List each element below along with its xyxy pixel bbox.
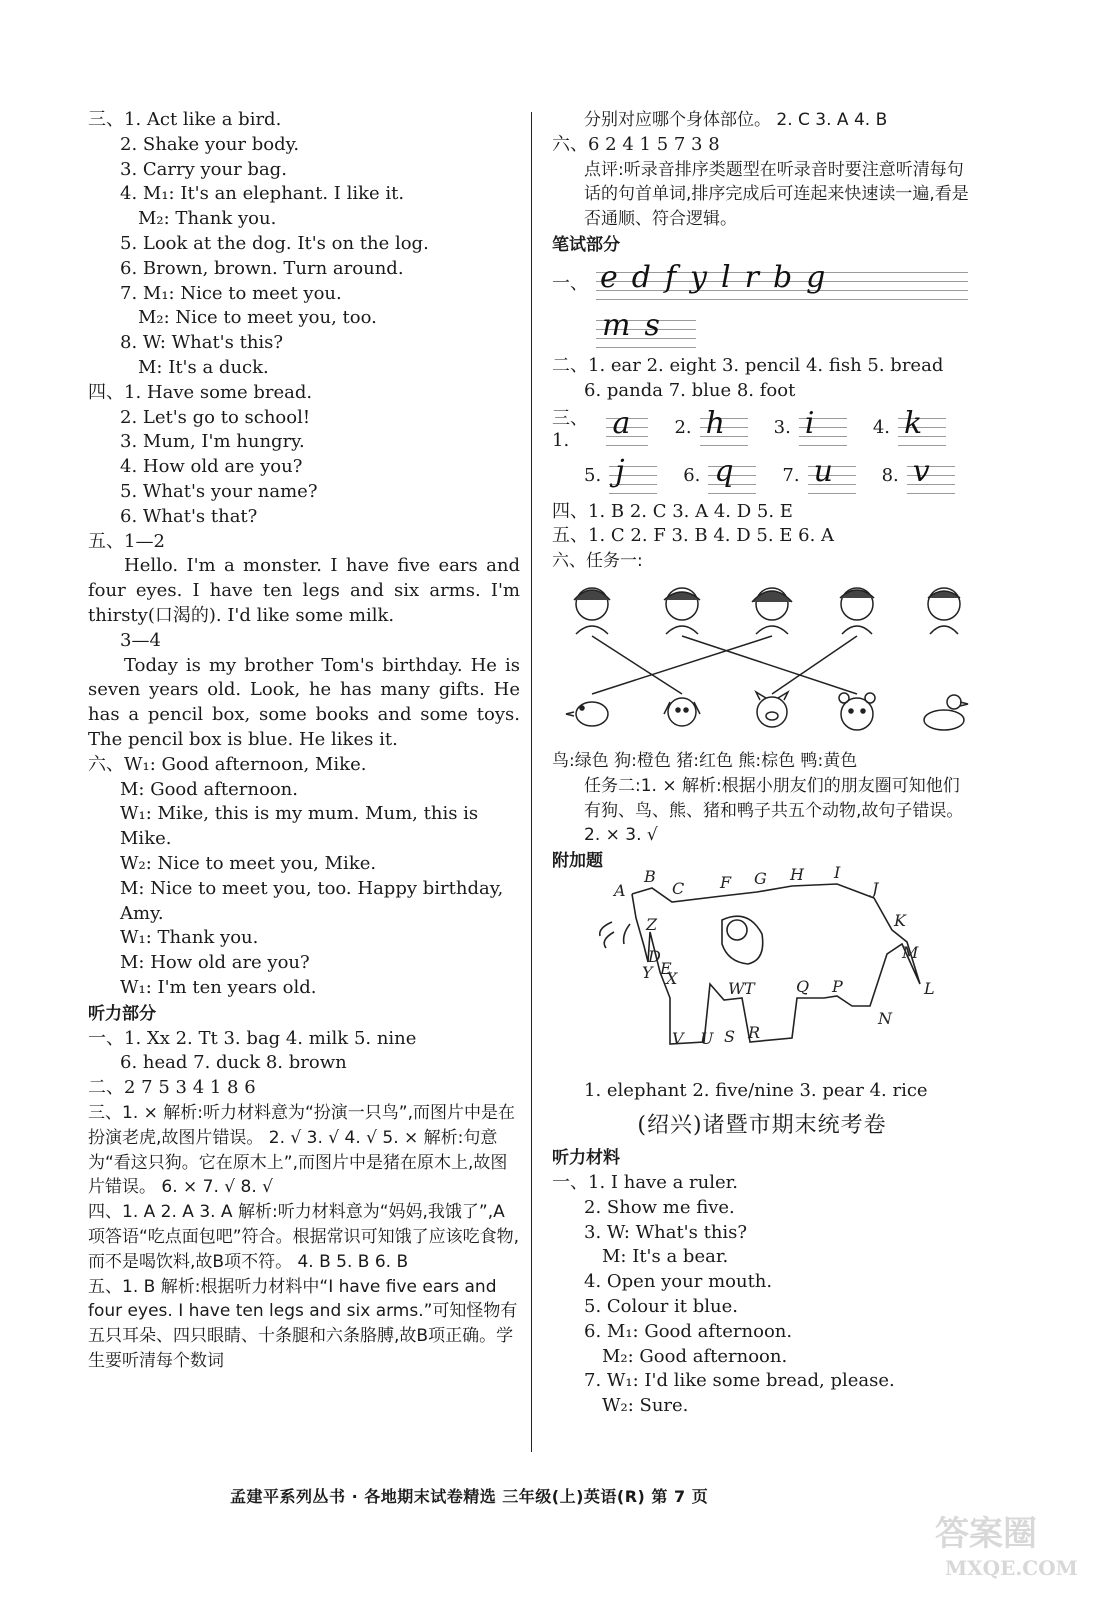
dot-label: U xyxy=(700,1029,714,1049)
handwritten-letter: i xyxy=(804,405,815,441)
text-line: M: Good afternoon. xyxy=(120,778,298,800)
text-paragraph: 三、1. × 解析:听力材料意为“扮演一只鸟”,而图片中是在扮演老虎,故图片错误。 2. √ 3. √ 4. √ 5. × 解析:句意为“看这只狗。它在原木上”,而图片中是猪在原木上,故图片错误。 6. × 7. √ 8. √ xyxy=(88,1103,516,1198)
section-heading: 笔试部分 xyxy=(552,234,620,255)
section-heading: 听力材料 xyxy=(552,1147,620,1168)
handwriting-row-1 xyxy=(552,258,972,306)
text-line: 2. Shake your body. xyxy=(120,133,300,155)
text-line: 五、1—2 xyxy=(88,530,165,552)
bear-icon xyxy=(839,693,875,730)
column-divider xyxy=(531,112,532,1452)
text-line: W₂: Nice to meet you, Mike. xyxy=(120,852,377,874)
handwritten-letters: edfylrbg xyxy=(600,259,840,295)
duck-icon xyxy=(924,695,968,730)
dot-label: S xyxy=(724,1027,735,1047)
handwriting-row-2 xyxy=(552,306,972,354)
handwritten-letter: v xyxy=(912,453,930,489)
text-line: 6. Brown, brown. Turn around. xyxy=(120,257,404,279)
text-line: 六、W₁: Good afternoon, Mike. xyxy=(88,753,367,775)
dot-label: D xyxy=(648,947,661,967)
dot-label: P xyxy=(832,977,843,997)
text-line: 六、任务一: xyxy=(552,551,643,572)
text-line: 2. Show me five. xyxy=(584,1196,735,1218)
animal-icons xyxy=(566,692,968,730)
text-line: W₁: Mike, this is my mum. Mum, this is Mike. xyxy=(120,803,479,850)
text-line: 5. Colour it blue. xyxy=(584,1295,738,1317)
handwritten-letter: a xyxy=(612,405,631,441)
dot-label: Y xyxy=(642,963,653,983)
paragraph: Today is my brother Tom's birthday. He is seven years old. Look, he has many gifts. He has a pencil box, some books and some toys. The pencil box is blue. He likes it. xyxy=(88,654,520,750)
dot-label: I xyxy=(834,863,841,883)
text-line: 3. Mum, I'm hungry. xyxy=(120,431,305,453)
text-line: 7. W₁: I'd like some bread, please. xyxy=(584,1370,895,1392)
handwriting-lines xyxy=(596,259,968,300)
child-face-icon xyxy=(752,588,792,634)
left-column xyxy=(88,108,520,1374)
dot-label: Q xyxy=(796,977,810,997)
letter-writing-row xyxy=(552,452,972,500)
text-line: 3—4 xyxy=(120,629,161,651)
question-number: 3. xyxy=(773,417,791,439)
text-line: 7. M₁: Nice to meet you. xyxy=(120,282,342,304)
question-number: 5. xyxy=(584,465,602,487)
dot-label: A xyxy=(614,881,626,901)
dot-label: L xyxy=(924,979,935,999)
dog-icon xyxy=(664,698,700,726)
dot-label: T xyxy=(744,979,755,999)
dot-label: F xyxy=(720,873,732,893)
section-heading: 附加题 xyxy=(552,851,603,872)
dot-label: R xyxy=(748,1023,761,1043)
task2-text: 任务二:1. × 解析:根据小朋友们的朋友圈可知他们有狗、鸟、熊、猪和鸭子共五个动物,故句子错误。 2. × 3. √ xyxy=(584,775,964,846)
comment-text: 点评:听录音排序类题型在听录音时要注意听清每句话的句首单词,排序完成后可连起来快速读一遍,看是否通顺、符合逻辑。 xyxy=(584,159,969,230)
dot-label: J xyxy=(872,879,879,899)
child-face-icon xyxy=(574,588,610,634)
text-line: 一、1. I have a ruler. xyxy=(552,1171,739,1193)
text-paragraph: 五、1. B 解析:根据听力材料中“I have five ears and four eyes. I have ten legs and six arms.”可知怪物有五只耳朵、四只眼睛、十条腿和六条胳膊,故B项正确。学生要听清每个数词 xyxy=(88,1276,518,1372)
question-number: 4. xyxy=(872,417,890,439)
text-line: 5. Look at the dog. It's on the log. xyxy=(120,232,429,254)
text-line: 六、6 2 4 1 5 7 3 8 xyxy=(552,133,720,155)
question-number: 6. xyxy=(683,465,701,487)
text-paragraph: 四、1. A 2. A 3. A 解析:听力材料意为“妈妈,我饿了”,A项答语“吃点面包吧”符合。根据常识可知饿了应该吃食物,而不是喝饮料,故B项不符。 4. B 5. B 6. B xyxy=(88,1202,520,1272)
bird-icon xyxy=(566,702,608,726)
dot-label: M xyxy=(902,943,919,963)
pig-icon xyxy=(756,692,788,727)
text-line: 分别对应哪个身体部位。 2. C 3. A 4. B xyxy=(584,110,888,130)
handwriting-lines xyxy=(596,307,696,348)
connect-dots-elephant xyxy=(552,863,972,1074)
text-line: 四、1. Have some bread. xyxy=(88,381,313,403)
question-number: 7. xyxy=(782,465,800,487)
text-line: 2. Let's go to school! xyxy=(120,406,311,428)
handwritten-letter: h xyxy=(705,405,725,441)
text-line: 三、1. Act like a bird. xyxy=(88,109,282,130)
text-line: 1. elephant 2. five/nine 3. pear 4. rice xyxy=(584,1080,928,1102)
child-face-icon xyxy=(664,588,700,634)
exam-title: (绍兴)诸暨市期末统考卷 xyxy=(637,1112,887,1138)
right-column xyxy=(552,108,972,1419)
question-number: 2. xyxy=(674,417,692,439)
page-footer: 孟建平系列丛书 · 各地期末试卷精选 三年级(上)英语(R) 第 7 页 xyxy=(230,1487,709,1506)
text-line: 4. Open your mouth. xyxy=(584,1271,773,1293)
text-line: 3. Carry your bag. xyxy=(120,158,287,180)
dot-label: Z xyxy=(646,915,658,935)
text-line: 6. panda 7. blue 8. foot xyxy=(584,379,796,401)
text-line: M: It's a duck. xyxy=(138,356,269,378)
handwritten-letters: ms xyxy=(602,307,674,343)
section-heading: 听力部分 xyxy=(88,1003,156,1024)
text-line: M: It's a bear. xyxy=(602,1246,729,1268)
text-line: 6. M₁: Good afternoon. xyxy=(584,1320,793,1342)
dot-label: E xyxy=(660,959,672,979)
text-line: 4. How old are you? xyxy=(120,456,303,478)
dot-label: B xyxy=(644,867,656,887)
text-line: M: How old are you? xyxy=(120,952,310,974)
text-line: M₂: Thank you. xyxy=(138,208,277,230)
matching-lines xyxy=(592,636,944,694)
question-number: 一、 xyxy=(552,272,588,294)
handwritten-letter: u xyxy=(813,453,833,489)
handwritten-letter: k xyxy=(904,405,923,441)
dot-label: H xyxy=(790,865,804,885)
dot-label: C xyxy=(672,879,685,899)
dot-label: K xyxy=(894,911,906,931)
watermark-top: 答案圈 xyxy=(935,1514,1037,1554)
handwritten-letter: j xyxy=(615,453,625,489)
text-line: M: Nice to meet you, too. Happy birthday, Amy. xyxy=(120,877,504,924)
text-line: W₂: Sure. xyxy=(602,1395,689,1417)
child-face-icon xyxy=(840,588,874,634)
letter-writing-row xyxy=(552,404,972,452)
text-line: 6. What's that? xyxy=(120,505,258,527)
child-face-icon xyxy=(928,588,960,634)
watermark-bottom: MXQE.COM xyxy=(945,1556,1078,1580)
text-line: W₁: I'm ten years old. xyxy=(120,976,317,998)
paragraph: Hello. I'm a monster. I have five ears and four eyes. I have ten legs and six arms. I'm thirsty(口渴的). I'd like some milk. xyxy=(88,555,520,626)
color-answers: 鸟:绿色 狗:橙色 猪:红色 熊:棕色 鸭:黄色 xyxy=(552,750,858,771)
child-faces xyxy=(574,588,960,634)
text-line: 5. What's your name? xyxy=(120,480,318,502)
text-line: 五、1. C 2. F 3. B 4. D 5. E 6. A xyxy=(552,525,835,547)
question-number: 8. xyxy=(881,465,899,487)
handwritten-letter: q xyxy=(714,453,734,489)
text-line: M₂: Good afternoon. xyxy=(602,1345,788,1367)
matching-diagram xyxy=(552,574,972,744)
text-line: M₂: Nice to meet you, too. xyxy=(138,307,377,329)
text-line: 二、2 7 5 3 4 1 8 6 xyxy=(88,1077,256,1099)
text-line: 一、1. Xx 2. Tt 3. bag 4. milk 5. nine xyxy=(88,1027,417,1049)
watermark-logo xyxy=(925,1505,1085,1585)
text-line: 6. head 7. duck 8. brown xyxy=(120,1052,347,1074)
dot-label: G xyxy=(754,869,767,889)
text-line: 四、1. B 2. C 3. A 4. D 5. E xyxy=(552,500,793,522)
dot-label: X xyxy=(666,969,678,989)
dot-label: N xyxy=(878,1009,892,1029)
dot-label: W xyxy=(728,979,745,999)
text-line: 8. W: What's this? xyxy=(120,332,284,354)
dot-label: V xyxy=(672,1029,684,1049)
text-line: 二、1. ear 2. eight 3. pencil 4. fish 5. bread xyxy=(552,354,944,376)
question-number: 三、1. xyxy=(552,408,588,452)
text-line: 3. W: What's this? xyxy=(584,1221,748,1243)
text-line: 4. M₁: It's an elephant. I like it. xyxy=(120,183,405,205)
text-line: W₁: Thank you. xyxy=(120,927,259,949)
